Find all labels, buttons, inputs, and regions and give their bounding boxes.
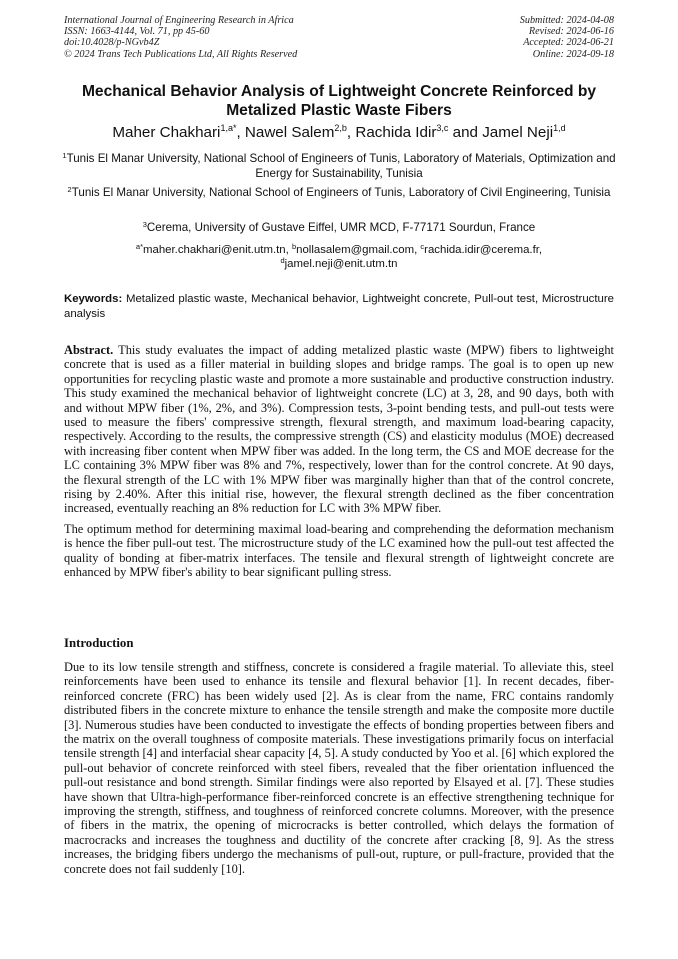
author-name: Maher Chakhari bbox=[112, 124, 221, 141]
affiliation-2 bbox=[60, 186, 618, 201]
email-sup: c bbox=[420, 242, 425, 251]
journal-header bbox=[64, 15, 614, 65]
author-sup: 1,d bbox=[553, 123, 566, 133]
author-emails bbox=[60, 243, 618, 272]
journal-issn: ISSN: 1663-4144, Vol. 71, pp 45-60 bbox=[64, 26, 210, 38]
journal-name: International Journal of Engineering Research in Africa bbox=[64, 15, 294, 26]
date-accepted: Accepted: 2024-06-21 bbox=[523, 37, 614, 49]
author-name: Nawel Salem bbox=[244, 124, 335, 141]
affiliation-text: Tunis El Manar University, National School of Engineers of Tunis, Laboratory of Civil Engineering, Tunisia bbox=[71, 186, 611, 199]
date-online: Online: 2024-09-18 bbox=[532, 48, 614, 60]
email-sup: b bbox=[291, 242, 297, 251]
author-sup: 2,b bbox=[334, 123, 347, 133]
author-sep: , bbox=[346, 124, 356, 141]
keywords-label: Keywords: bbox=[64, 293, 123, 305]
abstract-text-1: This study evaluates the impact of adding metalized plastic waste (MPW) fibers to lightweight concrete that is used as a filler material in building slopes and bridge ramps. The goal is to open up new opportunities for recycling plastic waste and promote a more sustainable and productive construction industry. This study examined the mechanical behavior of lightweight concrete (LC) at 3, 28, and 90 days, both with and without MPW fiber (1%, 2%, and 3%). Compression tests, 3-point bending tests, and pull-out tests were used to measure the fibers' compressive strength, flexural strength, and maximum load-bearing capacity, respectively. According to the results, the compressive strength (CS) and elasticity modulus (MOE) decreased with increasing fiber content when MPW fiber was added. In the long term, the CS and MOE decrease for the LC containing 3% MPW fiber was 8% and 7%, respectively, lower than for the control concrete. At 90 days, the flexural strength of the LC with 1% MPW fiber was marginally higher than that of the control concrete, rising by 2.40%. After this initial rise, however, the flexural strength declined as the fiber concentration increased, eventually reaching an 8% reduction for LC with 3% MPW fiber. bbox=[64, 343, 614, 516]
affiliation-text: Tunis El Manar University, National School of Engineers of Tunis, Laboratory of Materials, Optimization and Energy for Sustainability, Tunisia bbox=[66, 152, 616, 180]
introduction-paragraph: Due to its low tensile strength and stiffness, concrete is considered a fragile material. To alleviate this, steel reinforcements have been used to enhance its tensile and flexural behavior [1]. In recent decades, fiber-reinforced concrete (FRC) has been widely used [2]. As is clear from the name, FRC contains randomly distributed fibers in the concrete mixture to enhance the tensile strength and make the composite more ductile [3]. Numerous studies have been conducted to investigate the effects of bonding properties between fibers and the matrix on the overall toughness of composite materials. These investigations primarily focus on interfacial tensile strength [4] and interfacial shear capacity [4, 5]. A study conducted by Yoo et al. [6] which explored the pull-out behavior of concrete reinforced with steel fibers, revealed that the fiber orientation influenced the pull-out resistance and bond strength. Similar findings were also reported by Elsayed et al. [7]. These studies have shown that Ultra-high-performance fiber-reinforced concrete is an effective strengthening technique for improving the strength, stiffness, and toughness of reinforced concrete columns. Moreover, with the presence of fibers in the matrix, the opening of microcracks is better controlled, which delays the formation of macrocracks and increases the toughness and ductility of the concrete after cracking [8, 9]. As the stress increases, the bridging fibers undergo the mechanisms of pull-out, rupture, or pull-fracture, provided that the concrete does not fail suddenly [10]. bbox=[64, 660, 614, 876]
email-sep: , bbox=[414, 244, 421, 256]
affiliation-1 bbox=[60, 152, 618, 181]
email-link[interactable]: maher.chakhari@enit.utm.tn bbox=[143, 244, 286, 256]
email-link[interactable]: jamel.neji@enit.utm.tn bbox=[284, 258, 398, 271]
affiliation-3 bbox=[60, 221, 618, 236]
keywords-text: Metalized plastic waste, Mechanical behavior, Lightweight concrete, Pull-out test, Microstructure analysis bbox=[64, 293, 614, 320]
affiliation-sup: 2 bbox=[67, 185, 72, 194]
affiliation-text: Cerema, University of Gustave Eiffel, UMR MCD, F-77171 Sourdun, France bbox=[146, 221, 536, 234]
abstract bbox=[64, 343, 614, 586]
author-sup: 3,c bbox=[436, 123, 449, 133]
journal-info bbox=[64, 15, 297, 60]
affiliation-sup: 3 bbox=[142, 220, 147, 229]
email-sup: a* bbox=[135, 242, 143, 251]
email-sep: , bbox=[285, 244, 292, 256]
author-sup: 1,a* bbox=[220, 123, 237, 133]
abstract-paragraph-2: The optimum method for determining maximal load-bearing and comprehending the deformation mechanism is hence the fiber pull-out test. The microstructure study of the LC examined how the pull-out test affected the quality of bonding at fiber-matrix interfaces. The tensile and flexural strength of lightweight concrete are enhanced by MPW fiber's ability to bear significant pulling stress. bbox=[64, 521, 614, 580]
abstract-label: Abstract. bbox=[64, 343, 114, 357]
date-revised: Revised: 2024-06-16 bbox=[528, 26, 614, 38]
author-sep: and bbox=[448, 124, 483, 141]
date-submitted: Submitted: 2024-04-08 bbox=[519, 15, 614, 26]
email-link[interactable]: rachida.idir@cerema.fr bbox=[424, 244, 539, 256]
paper-title: Mechanical Behavior Analysis of Lightweight Concrete Reinforced by Metalized Plastic Waste Fibers bbox=[81, 83, 597, 119]
email-link[interactable]: nollasalem@gmail.com bbox=[296, 244, 415, 256]
author-list bbox=[40, 124, 638, 142]
publication-dates bbox=[520, 15, 614, 60]
email-sep: , bbox=[538, 244, 543, 256]
journal-copyright: © 2024 Trans Tech Publications Ltd, All Rights Reserved bbox=[64, 48, 298, 60]
author-sep: , bbox=[236, 124, 245, 141]
affiliation-sup: 1 bbox=[62, 151, 67, 160]
email-sup: d bbox=[280, 256, 285, 266]
journal-doi[interactable]: doi:10.4028/p-NGvb4Z bbox=[64, 37, 160, 49]
abstract-paragraph-1 bbox=[64, 343, 614, 516]
keywords bbox=[64, 292, 614, 321]
author-name: Jamel Neji bbox=[482, 124, 554, 141]
author-name: Rachida Idir bbox=[355, 124, 437, 141]
introduction-heading: Introduction bbox=[64, 636, 134, 650]
